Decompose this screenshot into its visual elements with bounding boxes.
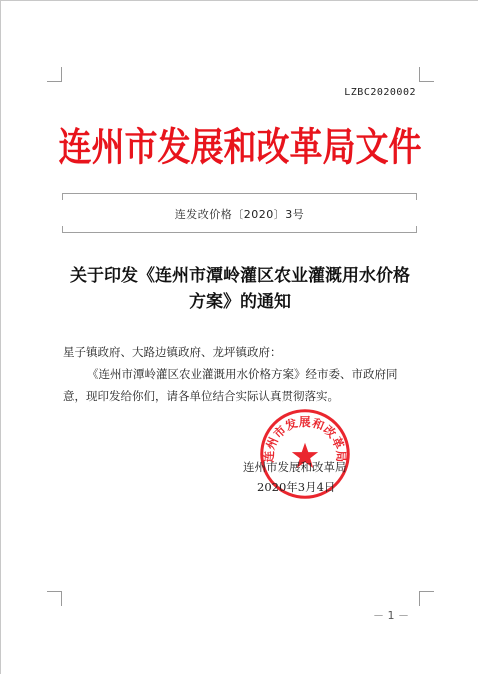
crop-mark-bottom-left xyxy=(47,591,62,606)
agency-header-title: 连州市发展和改革局文件 xyxy=(58,124,422,171)
crop-mark-top-right xyxy=(419,67,434,82)
notice-title: 关于印发《连州市潭岭灌区农业灌溉用水价格方案》的通知 xyxy=(70,266,410,312)
recipients-line: 星子镇政府、大路边镇政府、龙坪镇政府： xyxy=(63,345,282,359)
crop-mark-bottom-right xyxy=(419,591,434,606)
document-code: LZBC2020002 xyxy=(344,87,416,98)
crop-mark-top-left xyxy=(47,67,62,82)
page-number: － 1 － xyxy=(373,609,409,622)
document-number-box xyxy=(62,193,417,233)
body-paragraph: 《连州市潭岭灌区农业灌溉用水价格方案》经市委、市政府同意，现印发给你们，请各单位结合实际认真贯彻落实。 xyxy=(63,367,398,403)
issuer-signature: 连州市发展和改革局 xyxy=(243,460,347,474)
seal-text: 连州市发展和改革局 xyxy=(261,414,349,463)
document-number: 连发改价格〔2020〕3号 xyxy=(174,208,305,221)
issue-date: 2020年3月4日 xyxy=(257,480,336,494)
